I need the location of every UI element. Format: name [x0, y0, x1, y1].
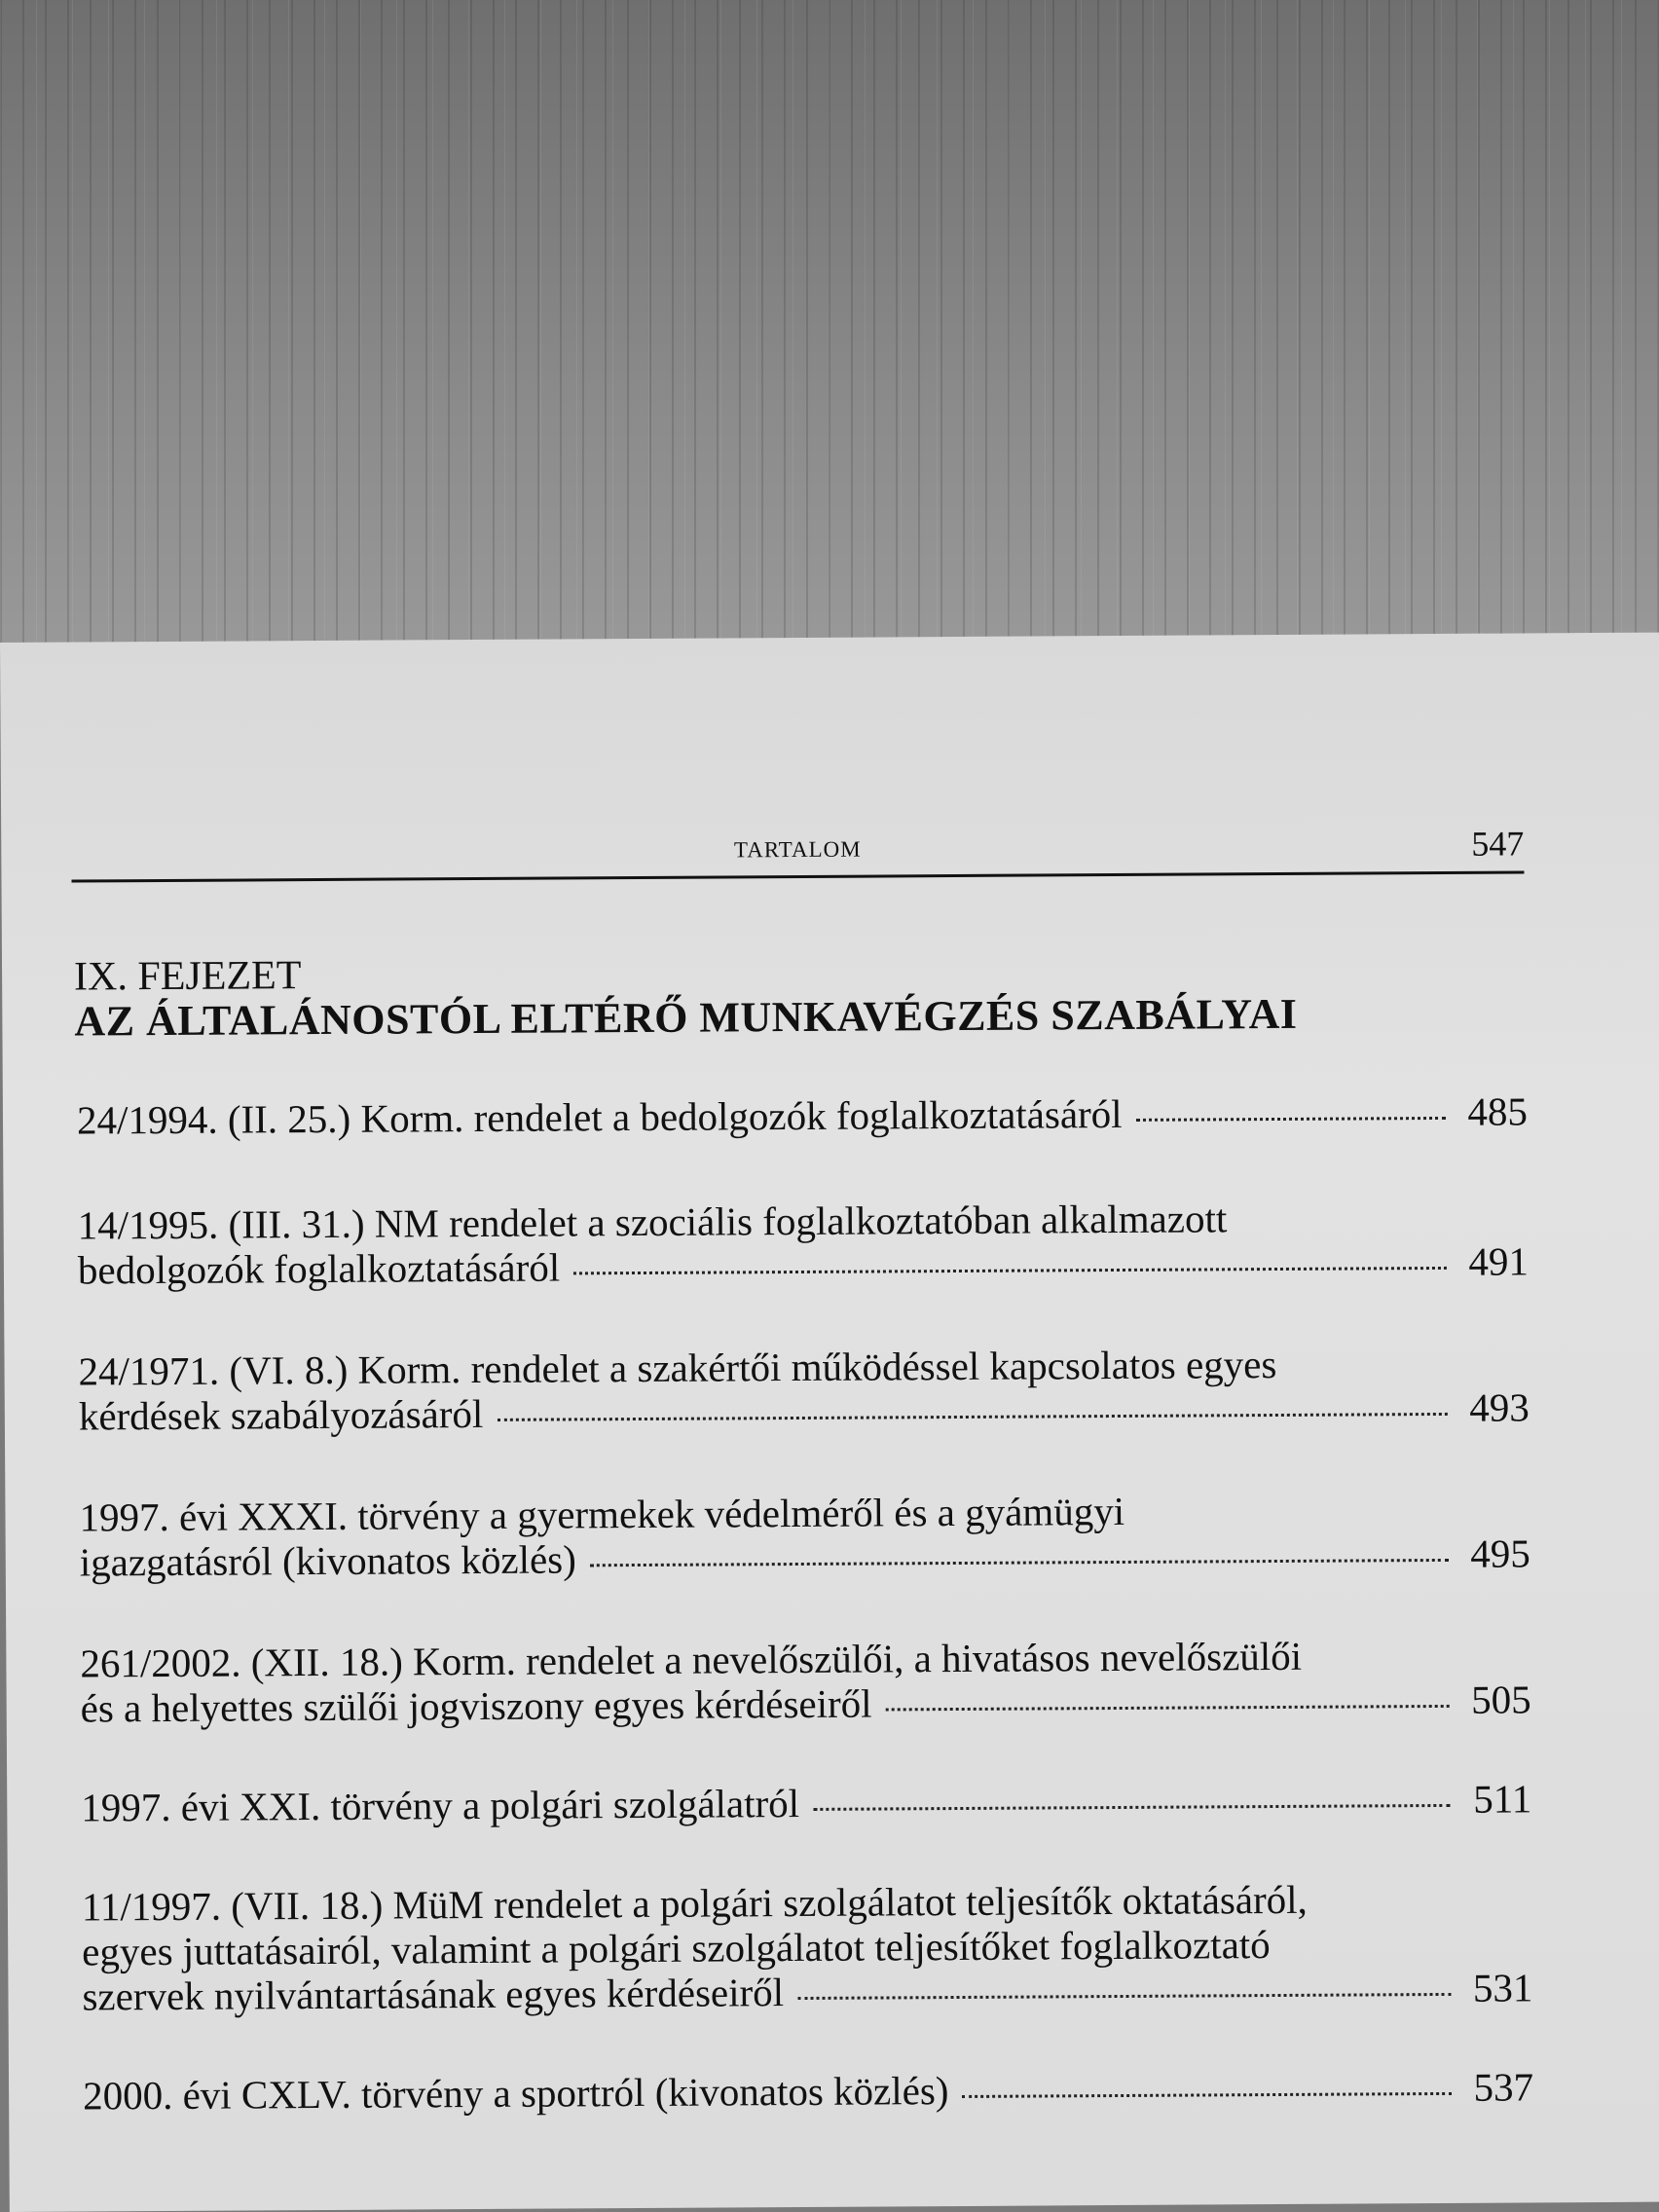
running-head	[71, 823, 1524, 870]
header-rule	[71, 870, 1524, 882]
toc-entry	[79, 1486, 1530, 1584]
toc-entry-text: bedolgozók foglalkoztatásáról	[77, 1244, 561, 1293]
dot-leader	[813, 1804, 1450, 1811]
toc-entry-text: szervek nyilvántartásának egyes kérdéseiről	[82, 1970, 785, 2019]
toc-entry	[78, 1340, 1530, 1438]
toc-entry-page: 485	[1467, 1088, 1529, 1134]
book-page	[0, 633, 1659, 2212]
toc-entry-page: 505	[1471, 1677, 1531, 1722]
toc-entry-page: 495	[1470, 1530, 1530, 1576]
page-number: 547	[1471, 824, 1525, 864]
dot-leader	[797, 1993, 1451, 2000]
toc-entry-text: 11/1997. (VII. 18.) MüM rendelet a polgári szolgálatot teljesítők oktatásáról,	[81, 1876, 1308, 1930]
dot-leader	[1136, 1117, 1446, 1122]
toc-entry-text: 1997. évi XXXI. törvény a gyermekek védelméről és a gyámügyi	[79, 1488, 1125, 1540]
toc-entry-text: 1997. évi XXI. törvény a polgári szolgálatról	[81, 1781, 800, 1830]
chapter-title: AZ ÁLTALÁNOSTÓL ELTÉRŐ MUNKAVÉGZÉS SZABÁLYAI	[74, 989, 1298, 1046]
toc-entry-page: 511	[1473, 1776, 1532, 1822]
toc-entry-text: 261/2002. (XII. 18.) Korm. rendelet a nevelőszülői, a hivatásos nevelőszülői	[80, 1633, 1303, 1686]
dot-leader	[963, 2092, 1453, 2098]
background-surface	[0, 0, 1659, 652]
toc-entry	[77, 1088, 1528, 1142]
toc-entry	[80, 1632, 1531, 1730]
toc-entry-page: 531	[1472, 1965, 1533, 2010]
dot-leader	[590, 1559, 1449, 1567]
toc-entry	[83, 2064, 1533, 2118]
toc-list	[77, 1088, 1533, 2118]
toc-entry-text: kérdések szabályozásáról	[78, 1390, 484, 1439]
dot-leader	[573, 1267, 1447, 1274]
dot-leader	[886, 1705, 1450, 1712]
chapter-number: IX. FEJEZET	[73, 953, 302, 1000]
toc-entry-text: 14/1995. (III. 31.) NM rendelet a szociális foglalkoztatóban alkalmazott	[77, 1196, 1228, 1248]
toc-entry-text: 24/1994. (II. 25.) Korm. rendelet a bedolgozók foglalkoztatásáról	[76, 1090, 1123, 1143]
running-title: TARTALOM	[733, 836, 862, 863]
toc-entry-page: 493	[1469, 1384, 1530, 1430]
toc-entry	[78, 1194, 1530, 1292]
toc-entry	[81, 1776, 1531, 1829]
toc-entry-page: 491	[1468, 1238, 1530, 1284]
dot-leader	[497, 1413, 1448, 1421]
chapter-heading	[74, 948, 1298, 1046]
toc-entry-text: 2000. évi CXLV. törvény a sportról (kivonatos közlés)	[82, 2068, 949, 2119]
toc-entry-text: egyes juttatásairól, valamint a polgári szolgálatot teljesítőket foglalkoztató	[82, 1922, 1271, 1974]
toc-entry-text: igazgatásról (kivonatos közlés)	[79, 1536, 576, 1585]
toc-entry-text: 24/1971. (VI. 8.) Korm. rendelet a szakértői működéssel kapcsolatos egyes	[78, 1342, 1277, 1394]
toc-entry	[82, 1875, 1533, 2018]
toc-entry-page: 537	[1473, 2064, 1534, 2110]
toc-entry-text: és a helyettes szülői jogviszony egyes kérdéseiről	[80, 1680, 872, 1731]
